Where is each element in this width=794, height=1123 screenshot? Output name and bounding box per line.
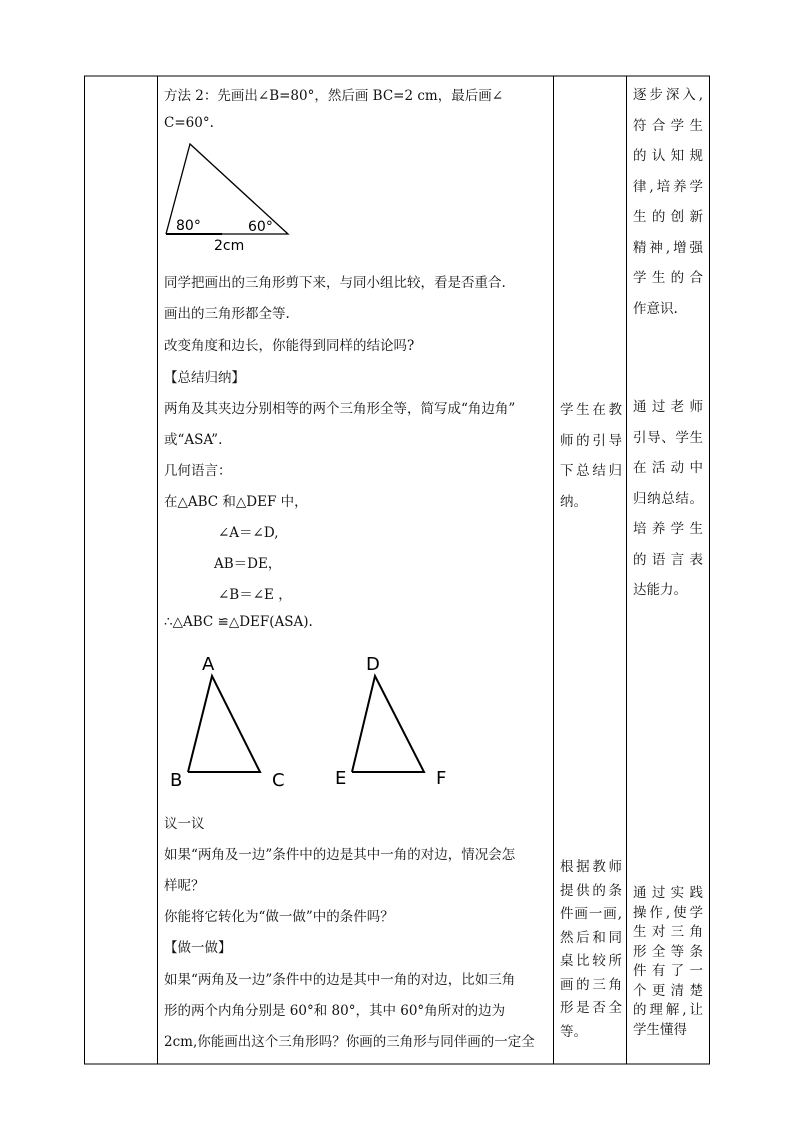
text-line: 2cm,你能画出这个三角形吗？你画的三角形与同伴画的一定全 bbox=[164, 1034, 535, 1050]
text-line: 如果“两角及一边”条件中的边是其中一角的对边，比如三角 bbox=[164, 972, 516, 988]
cell-line: 提供的条 bbox=[560, 882, 622, 899]
cell-line: 逐步深入, bbox=[633, 87, 703, 103]
cell-line: 培养学生 bbox=[633, 521, 703, 537]
design-intent-3 bbox=[633, 884, 703, 1040]
cell-line: 画的三角 bbox=[560, 976, 622, 993]
cell-line: 达能力。 bbox=[633, 582, 687, 598]
text-line: C=60°. bbox=[164, 115, 214, 131]
text-line: 样呢？ bbox=[164, 878, 205, 894]
cell-line: 学生的合 bbox=[633, 270, 703, 286]
cell-line: 精神,增强 bbox=[633, 239, 703, 256]
text-line: 议一议 bbox=[164, 816, 205, 832]
cell-line: 作意识. bbox=[633, 300, 678, 317]
text-line: 几何语言： bbox=[164, 463, 232, 479]
vertex-c: C bbox=[272, 770, 285, 791]
cell-line: 件画一画, bbox=[560, 906, 622, 922]
cell-line: 形全等条 bbox=[633, 943, 703, 960]
cell-line: 个更清楚 bbox=[633, 982, 703, 999]
cell-line: 然后和同 bbox=[560, 929, 622, 946]
cell-line: 桌比较所 bbox=[560, 953, 622, 969]
vertex-b: B bbox=[170, 770, 183, 791]
text-line: 你能将它转化为“做一做”中的条件吗？ bbox=[164, 909, 394, 925]
text-line: AB＝DE， bbox=[214, 556, 282, 572]
cell-line: 师的引导 bbox=[560, 432, 622, 449]
cell-line: 在活动中 bbox=[633, 460, 703, 476]
cell-line: 形是否全 bbox=[560, 1000, 622, 1016]
text-line: 形的两个内角分别是 60°和 80°，其中 60°角所对的边为 bbox=[164, 1003, 506, 1019]
student-activity-1 bbox=[560, 395, 622, 517]
text-line: 画出的三角形都全等. bbox=[164, 306, 290, 322]
design-intent-1 bbox=[633, 80, 703, 324]
triangle-figure-2 bbox=[160, 648, 460, 798]
text-line: ∠B＝∠E ， bbox=[218, 587, 292, 603]
design-intent-2 bbox=[633, 392, 703, 606]
angle-c-label: 60° bbox=[248, 219, 273, 235]
section-heading: 【总结归纳】 bbox=[164, 370, 245, 386]
cell-line: 生对三角 bbox=[633, 924, 703, 940]
cell-line: 归纳总结。 bbox=[633, 490, 703, 507]
text-line: 如果“两角及一边”条件中的边是其中一角的对边，情况会怎 bbox=[164, 847, 516, 863]
text-line: ∠A＝∠D, bbox=[218, 525, 279, 541]
side-label: 2cm bbox=[214, 238, 245, 254]
text-line: 在△ABC 和△DEF 中， bbox=[164, 494, 308, 510]
text-line: 两角及其夹边分别相等的两个三角形全等，简写成“角边角” bbox=[164, 401, 516, 417]
vertex-a: A bbox=[202, 654, 215, 675]
cell-line: 学生在教 bbox=[560, 402, 622, 418]
cell-line: 的语言表 bbox=[633, 551, 703, 568]
text-line: ∴△ABC ≌△DEF(ASA). bbox=[164, 614, 313, 630]
cell-line: 律,培养学 bbox=[633, 178, 703, 195]
text-line: 方法 2：先画出∠B=80°，然后画 BC=2 cm，最后画∠ bbox=[164, 88, 504, 104]
text-line: 或“ASA”. bbox=[164, 432, 223, 448]
cell-line: 根据教师 bbox=[560, 859, 622, 875]
section-heading: 【做一做】 bbox=[164, 940, 232, 956]
vertex-e: E bbox=[335, 768, 347, 789]
cell-line: 操作,使学 bbox=[633, 904, 703, 921]
cell-line: 的理解,让 bbox=[633, 1002, 703, 1018]
cell-line: 的认知规 bbox=[633, 148, 703, 164]
cell-line: 通过老师 bbox=[633, 399, 703, 415]
cell-line: 学生懂得 bbox=[633, 1021, 687, 1038]
vertex-f: F bbox=[436, 768, 447, 789]
text-line: 改变角度和边长，你能得到同样的结论吗? bbox=[164, 338, 415, 354]
cell-line: 符合学生 bbox=[633, 117, 703, 134]
vertex-d: D bbox=[366, 654, 380, 675]
cell-line: 件有了一 bbox=[633, 963, 703, 979]
cell-line: 生的创新 bbox=[633, 209, 703, 225]
student-activity-2 bbox=[560, 856, 622, 1044]
text-line: 同学把画出的三角形剪下来，与同小组比较，看是否重合. bbox=[164, 275, 506, 291]
cell-line: 等。 bbox=[560, 1023, 587, 1040]
cell-line: 纳。 bbox=[560, 493, 587, 510]
cell-line: 通过实践 bbox=[633, 885, 703, 901]
angle-b-label: 80° bbox=[176, 218, 201, 234]
triangle-figure-1 bbox=[160, 138, 300, 258]
cell-line: 下总结归 bbox=[560, 463, 622, 479]
cell-line: 引导、学生 bbox=[633, 429, 703, 446]
